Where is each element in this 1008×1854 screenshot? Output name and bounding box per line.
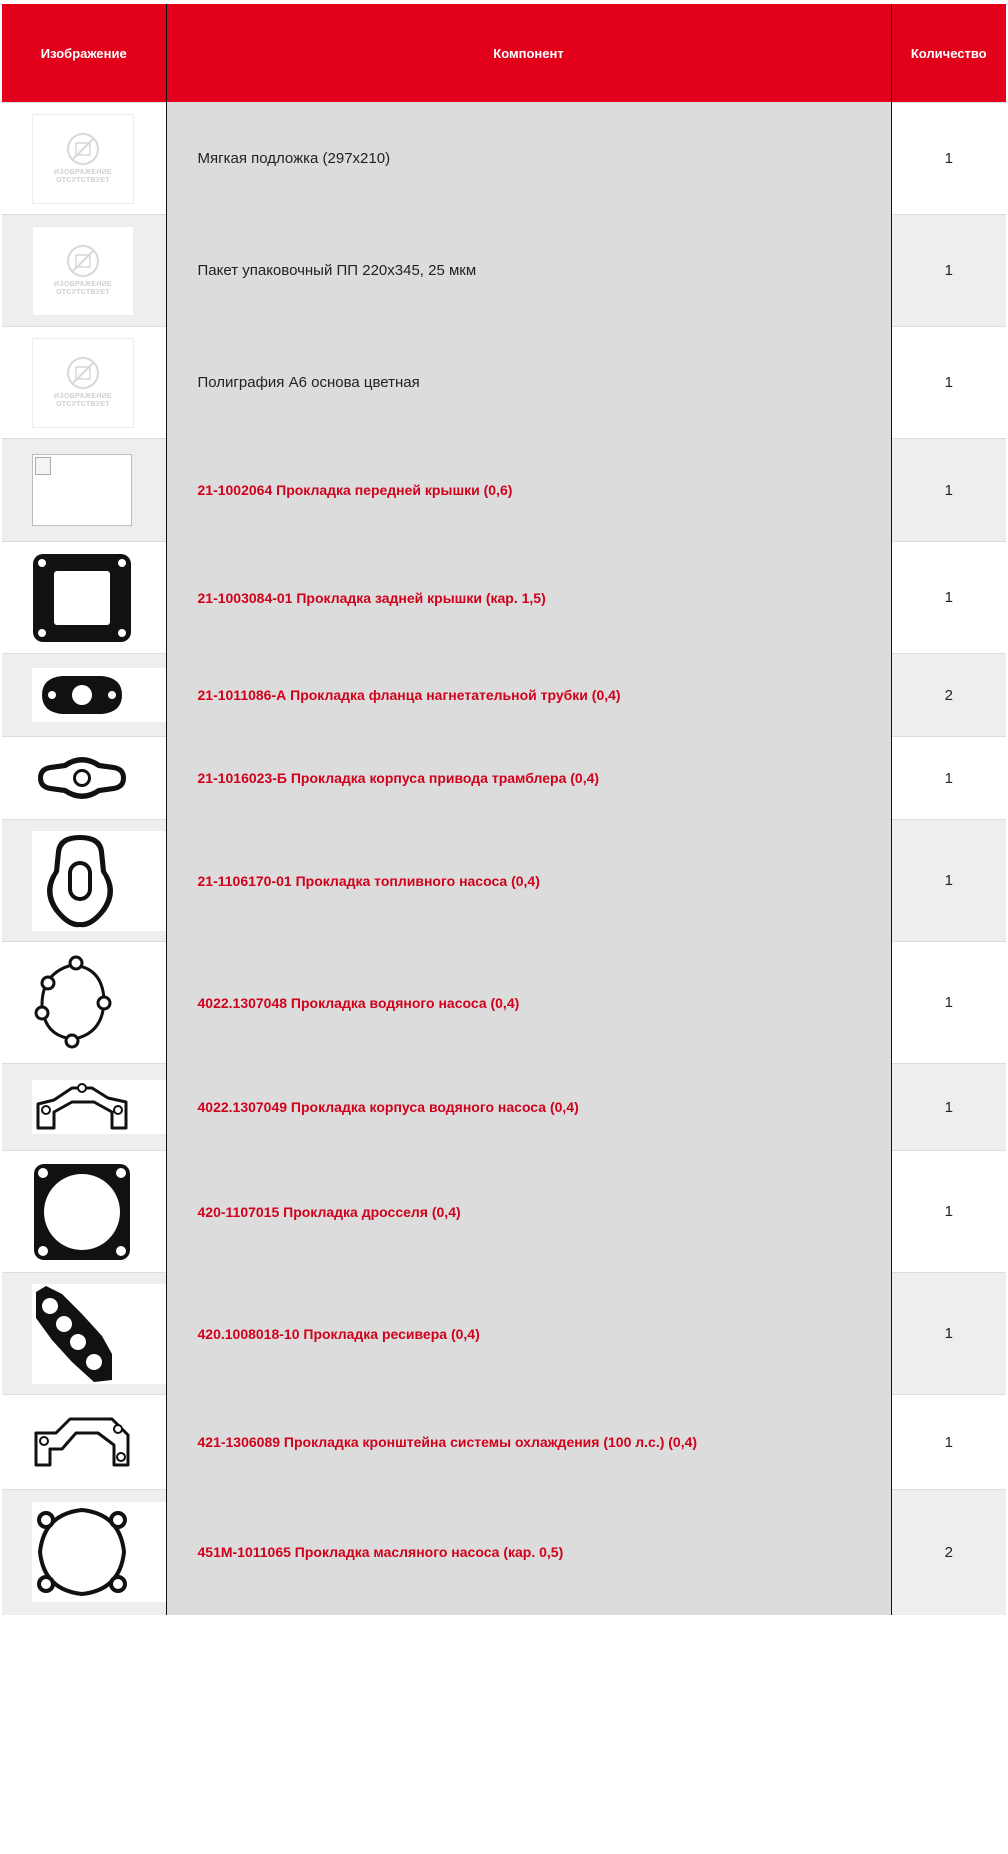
table-row	[2, 1395, 1006, 1490]
image-cell	[2, 942, 166, 1064]
component-link[interactable]: 21-1002064 Прокладка передней крышки (0,6)	[166, 439, 891, 542]
gasket-receiver-image[interactable]	[32, 1284, 166, 1384]
table-row	[2, 103, 1006, 215]
header-quantity: Количество	[891, 4, 1006, 103]
no-image-text: ИЗОБРАЖЕНИЕ ОТСУТСТВУЕТ	[54, 169, 112, 184]
component-link[interactable]: 420.1008018-10 Прокладка ресивера (0,4)	[166, 1273, 891, 1395]
table-row	[2, 1490, 1006, 1615]
component-quantity: 1	[891, 737, 1006, 820]
gasket-water-pump-housing-image[interactable]	[32, 1080, 166, 1134]
component-quantity: 1	[891, 103, 1006, 215]
no-image-placeholder	[32, 226, 134, 316]
gasket-throttle-image[interactable]	[32, 1162, 166, 1262]
component-link[interactable]: 21-1016023-Б Прокладка корпуса привода трамблера (0,4)	[166, 737, 891, 820]
gasket-oil-pump-image[interactable]	[32, 1502, 166, 1602]
no-photo-icon	[66, 244, 100, 278]
table-row	[2, 1151, 1006, 1273]
component-link[interactable]: 4022.1307049 Прокладка корпуса водяного насоса (0,4)	[166, 1064, 891, 1151]
component-quantity: 1	[891, 215, 1006, 327]
no-photo-icon	[66, 356, 100, 390]
component-quantity: 1	[891, 942, 1006, 1064]
component-link[interactable]: 21-1106170-01 Прокладка топливного насоса (0,4)	[166, 820, 891, 942]
gasket-water-pump-image[interactable]	[32, 953, 166, 1053]
component-link[interactable]: 451М-1011065 Прокладка масляного насоса (кар. 0,5)	[166, 1490, 891, 1615]
image-cell	[2, 737, 166, 820]
components-table	[2, 4, 1006, 1615]
component-quantity: 1	[891, 1273, 1006, 1395]
component-link[interactable]: 21-1003084-01 Прокладка задней крышки (кар. 1,5)	[166, 542, 891, 654]
gasket-flange-image[interactable]	[32, 668, 166, 722]
component-link[interactable]: 4022.1307048 Прокладка водяного насоса (0,4)	[166, 942, 891, 1064]
component-quantity: 2	[891, 1490, 1006, 1615]
table-row	[2, 737, 1006, 820]
table-row	[2, 820, 1006, 942]
image-cell	[2, 820, 166, 942]
component-name: Полиграфия А6 основа цветная	[166, 327, 891, 439]
component-quantity: 1	[891, 1151, 1006, 1273]
no-image-placeholder	[32, 338, 134, 428]
component-quantity: 1	[891, 542, 1006, 654]
broken-image[interactable]	[32, 454, 132, 526]
no-image-placeholder	[32, 114, 134, 204]
component-name: Мягкая подложка (297x210)	[166, 103, 891, 215]
gasket-distributor-image[interactable]	[32, 749, 166, 807]
gasket-rear-cover-image[interactable]	[32, 553, 166, 643]
image-cell	[2, 1151, 166, 1273]
header-component: Компонент	[166, 4, 891, 103]
table-row	[2, 439, 1006, 542]
component-link[interactable]: 21-1011086-А Прокладка фланца нагнетательной трубки (0,4)	[166, 654, 891, 737]
broken-image-icon	[35, 457, 51, 475]
image-cell	[2, 1490, 166, 1615]
table-row	[2, 327, 1006, 439]
header-image: Изображение	[2, 4, 166, 103]
component-quantity: 1	[891, 1064, 1006, 1151]
component-name: Пакет упаковочный ПП 220х345, 25 мкм	[166, 215, 891, 327]
no-image-text: ИЗОБРАЖЕНИЕ ОТСУТСТВУЕТ	[54, 281, 112, 296]
component-link[interactable]: 421-1306089 Прокладка кронштейна системы охлаждения (100 л.с.) (0,4)	[166, 1395, 891, 1490]
component-quantity: 2	[891, 654, 1006, 737]
table-row	[2, 654, 1006, 737]
table-header-row	[2, 4, 1006, 103]
component-quantity: 1	[891, 820, 1006, 942]
image-cell	[2, 327, 166, 439]
image-cell	[2, 1395, 166, 1490]
component-quantity: 1	[891, 327, 1006, 439]
image-cell	[2, 103, 166, 215]
image-cell	[2, 1064, 166, 1151]
image-cell	[2, 654, 166, 737]
component-quantity: 1	[891, 439, 1006, 542]
image-cell	[2, 542, 166, 654]
table-row	[2, 942, 1006, 1064]
image-cell	[2, 439, 166, 542]
image-cell	[2, 215, 166, 327]
component-quantity: 1	[891, 1395, 1006, 1490]
no-image-text: ИЗОБРАЖЕНИЕ ОТСУТСТВУЕТ	[54, 393, 112, 408]
table-row	[2, 1273, 1006, 1395]
component-link[interactable]: 420-1107015 Прокладка дросселя (0,4)	[166, 1151, 891, 1273]
gasket-cooling-bracket-image[interactable]	[32, 1415, 166, 1469]
table-row	[2, 542, 1006, 654]
image-cell	[2, 1273, 166, 1395]
gasket-fuel-pump-image[interactable]	[32, 831, 166, 931]
table-row	[2, 1064, 1006, 1151]
no-photo-icon	[66, 132, 100, 166]
table-row	[2, 215, 1006, 327]
